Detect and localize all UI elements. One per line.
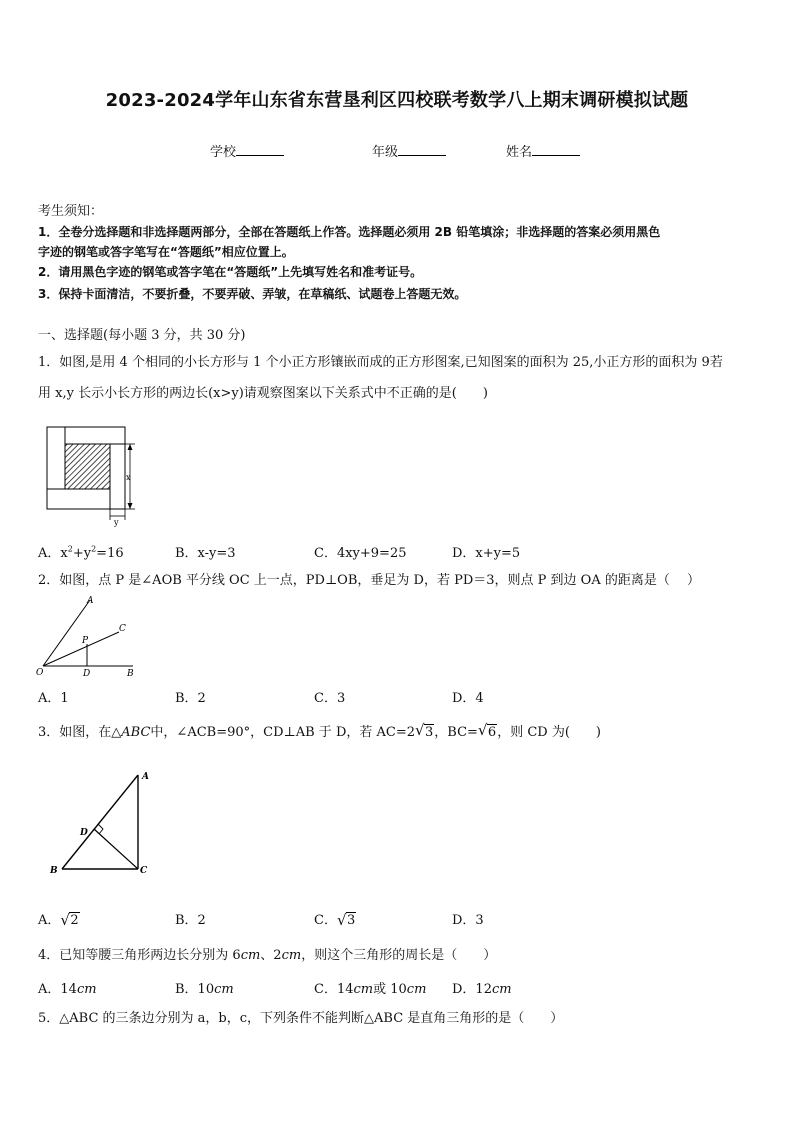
q2-ray-oc bbox=[43, 632, 119, 666]
q3-figure bbox=[45, 765, 155, 880]
school-field bbox=[210, 141, 284, 160]
q2-label-o: O bbox=[36, 668, 44, 678]
page-title: 2023-2024学年山东省东营垦利区四校联考数学八上期末调研模拟试题 bbox=[105, 90, 689, 111]
q3-label-b: B bbox=[50, 866, 58, 876]
q3-altitude-cd bbox=[94, 829, 138, 869]
q2-label-d: D bbox=[83, 669, 91, 679]
q2-option-c[interactable]: C．3 bbox=[314, 691, 346, 706]
q2-label-a: A bbox=[87, 596, 94, 606]
notice-item-2: 2．请用黑色字迹的钢笔或答字笔在“答题纸”上先填写姓名和准考证号。 bbox=[38, 265, 423, 279]
q2-label-p: P bbox=[82, 636, 89, 646]
name-field bbox=[506, 141, 580, 160]
q1-option-c[interactable]: C．4xy+9=25 bbox=[314, 546, 407, 561]
q2-figure bbox=[35, 594, 145, 680]
section-heading: 一、选择题(每小题 3 分，共 30 分) bbox=[38, 328, 246, 343]
q4-option-a[interactable]: A．14cm bbox=[38, 982, 97, 997]
q2-ray-oa bbox=[43, 600, 90, 666]
name-blank bbox=[532, 143, 580, 156]
notice-heading: 考生须知： bbox=[38, 204, 104, 219]
q1-option-d[interactable]: D．x+y=5 bbox=[452, 546, 521, 561]
q3-label-a: A bbox=[142, 772, 149, 782]
q1-text-line1: 1．如图,是用 4 个相同的小长方形与 1 个小正方形镶嵌而成的正方形图案,已知图案的面积为 25,小正方形的面积为 9若 bbox=[38, 355, 723, 370]
q5-text: 5．△ABC 的三条边分别为 a，b，c，下列条件不能判断△ABC 是直角三角形的是（ ） bbox=[38, 1011, 564, 1026]
q2-label-c: C bbox=[119, 624, 126, 634]
q3-text: 3．如图，在△ABC中，∠ACB=90°，CD⊥AB 于 D，若 AC=2√ 3，BC=√ 6，则 CD 为( ) bbox=[38, 722, 601, 743]
q2-option-b[interactable]: B．2 bbox=[175, 691, 206, 706]
notice-item-3: 3．保持卡面清洁，不要折叠，不要弄破、弄皱，在草稿纸、试题卷上答题无效。 bbox=[38, 287, 467, 301]
name-label: 姓名 bbox=[506, 145, 533, 160]
q1-option-a[interactable]: A．$x^2+y^2=16$ bbox=[38, 544, 124, 561]
q2-text: 2．如图，点 P 是∠AOB 平分线 OC 上一点，PD⊥OB，垂足为 D，若 PD＝3，则点 P 到边 OA 的距离是（ ） bbox=[38, 573, 700, 588]
q3-side-ab bbox=[62, 775, 138, 869]
q3-label-d: D bbox=[80, 828, 88, 838]
notice-item-1-cont: 字迹的钢笔或答字笔写在“答题纸”相应位置上。 bbox=[38, 245, 294, 259]
q3-option-b[interactable]: B．2 bbox=[175, 913, 206, 928]
school-blank bbox=[236, 143, 284, 156]
q3-option-d[interactable]: D．3 bbox=[452, 913, 484, 928]
q4-option-d[interactable]: D．12cm bbox=[452, 982, 512, 997]
q3-label-c: C bbox=[140, 866, 148, 876]
grade-blank bbox=[398, 143, 446, 156]
q1-label-x: x bbox=[126, 473, 131, 482]
q1-figure bbox=[40, 420, 150, 528]
q4-text: 4．已知等腰三角形两边长分别为 6cm、2cm，则这个三角形的周长是（ ） bbox=[38, 948, 497, 963]
notice-item-1: 1．全卷分选择题和非选择题两部分，全部在答题纸上作答。选择题必须用 2B 铅笔填涂；非选择题的答案必须用黑色 bbox=[38, 225, 661, 239]
grade-field bbox=[372, 141, 446, 160]
q4-option-c[interactable]: C．14cm或 10cm bbox=[314, 982, 427, 997]
q3-option-a[interactable]: A．√ 2 bbox=[38, 909, 80, 928]
q2-option-a[interactable]: A．1 bbox=[38, 691, 69, 706]
school-label: 学校 bbox=[210, 145, 237, 160]
q2-label-b: B bbox=[127, 669, 134, 679]
q1-text-line2: 用 x,y 长示小长方形的两边长(x>y)请观察图案以下关系式中不正确的是( ) bbox=[38, 386, 488, 401]
q3-option-c[interactable]: C．√ 3 bbox=[314, 909, 356, 928]
q1-option-b[interactable]: B．x-y=3 bbox=[175, 546, 236, 561]
q2-option-d[interactable]: D．4 bbox=[452, 691, 484, 706]
q4-option-b[interactable]: B．10cm bbox=[175, 982, 234, 997]
q1-hatched-square bbox=[65, 444, 110, 489]
grade-label: 年级 bbox=[372, 145, 399, 160]
q1-label-y: y bbox=[114, 518, 119, 527]
